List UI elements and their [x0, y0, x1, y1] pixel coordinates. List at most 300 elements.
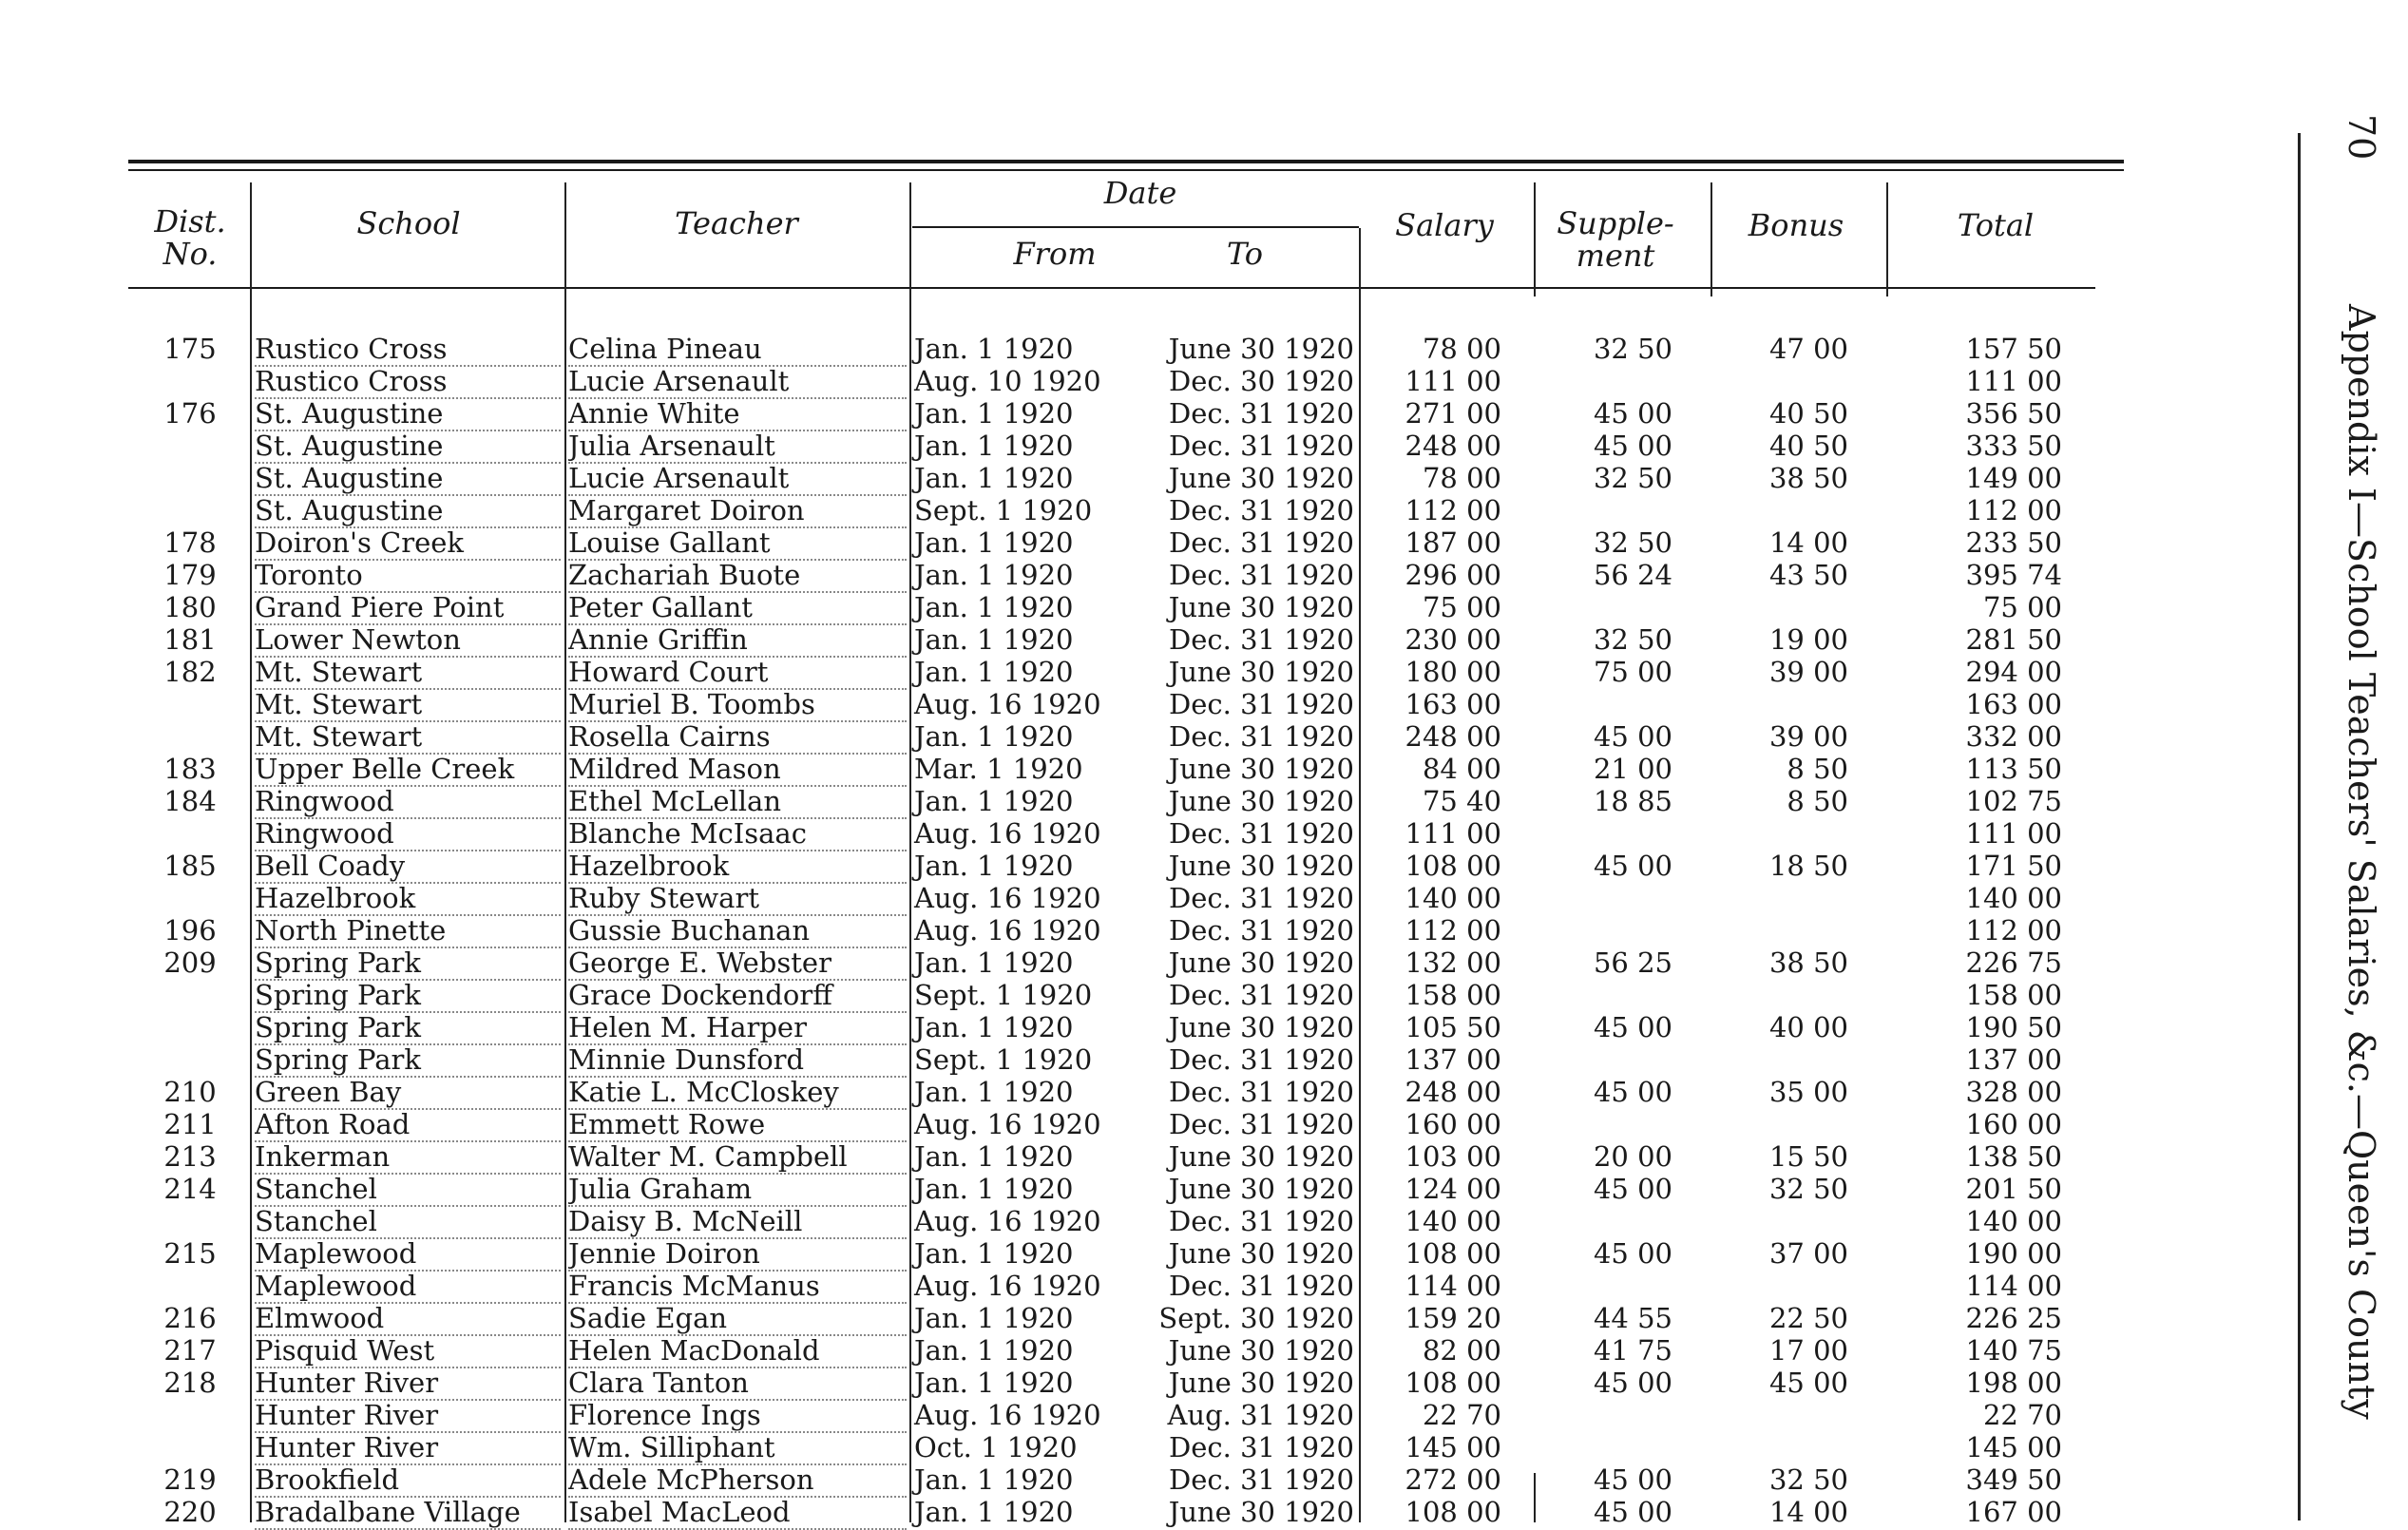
salary-cell: 140 00 [1405, 1205, 1501, 1237]
teacher-cell: Ethel McLellan [568, 785, 907, 819]
teacher-cell: Zachariah Buote [568, 559, 907, 593]
table-row [0, 623, 2408, 656]
dist-no-cell: 175 [163, 333, 217, 365]
total-cell: 140 00 [1965, 1205, 2062, 1237]
teacher-cell: Gussie Buchanan [568, 914, 907, 948]
date-to-cell: Dec. 31 1920 [1168, 688, 1354, 720]
bonus-cell: 39 00 [1768, 720, 1848, 753]
dist-no-cell: 210 [163, 1076, 217, 1108]
date-from-cell: Jan. 1 1920 [914, 333, 1074, 365]
school-cell: Hazelbrook [255, 882, 561, 916]
running-head [2333, 114, 2390, 1501]
total-cell: 294 00 [1965, 656, 2062, 688]
date-from-cell: Jan. 1 1920 [914, 1237, 1074, 1270]
supplement-cell: 45 00 [1593, 1496, 1672, 1528]
teacher-cell: Louise Gallant [568, 526, 907, 561]
bonus-cell: 37 00 [1768, 1237, 1848, 1270]
supplement-cell: 45 00 [1593, 1367, 1672, 1399]
header-total: Total [1957, 207, 2035, 243]
total-cell: 102 75 [1965, 785, 2062, 817]
supplement-cell: 45 00 [1593, 850, 1672, 882]
salary-cell: 78 00 [1422, 462, 1501, 494]
dist-no-cell: 216 [163, 1302, 217, 1334]
date-from-cell: Aug. 16 1920 [914, 1270, 1101, 1302]
total-cell: 198 00 [1965, 1367, 2062, 1399]
date-to-cell: June 30 1920 [1168, 656, 1354, 688]
salary-cell: 248 00 [1405, 720, 1501, 753]
teacher-cell: Hazelbrook [568, 850, 907, 884]
salary-cell: 111 00 [1405, 365, 1501, 397]
table-row [0, 526, 2408, 559]
total-cell: 201 50 [1965, 1173, 2062, 1205]
table-row [0, 430, 2408, 462]
salary-table-body [0, 333, 2408, 1528]
date-from-cell: Oct. 1 1920 [914, 1431, 1078, 1463]
table-row [0, 1011, 2408, 1043]
teacher-cell: Howard Court [568, 656, 907, 690]
date-from-cell: Jan. 1 1920 [914, 526, 1074, 559]
date-to-cell: Dec. 31 1920 [1168, 559, 1354, 591]
date-from-cell: Jan. 1 1920 [914, 430, 1074, 462]
school-cell: St. Augustine [255, 462, 561, 496]
salary-cell: 105 50 [1405, 1011, 1501, 1043]
supplement-cell: 45 00 [1593, 1237, 1672, 1270]
date-from-cell: Jan. 1 1920 [914, 559, 1074, 591]
salary-cell: 296 00 [1405, 559, 1501, 591]
date-to-cell: Dec. 31 1920 [1168, 882, 1354, 914]
date-from-cell: Aug. 16 1920 [914, 817, 1101, 850]
supplement-cell: 56 25 [1593, 947, 1672, 979]
page-number: 70 [2341, 114, 2382, 161]
school-cell: Stanchel [255, 1173, 561, 1207]
bonus-cell: 38 50 [1768, 947, 1848, 979]
dist-no-cell: 214 [163, 1173, 217, 1205]
dist-no-cell: 182 [163, 656, 217, 688]
date-from-cell: Sept. 1 1920 [914, 494, 1093, 526]
dist-no-cell: 209 [163, 947, 217, 979]
date-to-cell: June 30 1920 [1168, 1237, 1354, 1270]
dist-no-cell: 184 [163, 785, 217, 817]
total-cell: 140 75 [1965, 1334, 2062, 1367]
table-row [0, 591, 2408, 623]
supplement-cell: 45 00 [1593, 1076, 1672, 1108]
teacher-cell: Grace Dockendorff [568, 979, 907, 1013]
side-rule [2298, 133, 2301, 1520]
bonus-cell: 32 50 [1768, 1173, 1848, 1205]
school-cell: Mt. Stewart [255, 720, 561, 755]
teacher-cell: Lucie Arsenault [568, 462, 907, 496]
school-cell: Toronto [255, 559, 561, 593]
teacher-cell: Annie White [568, 397, 907, 431]
date-from-cell: Jan. 1 1920 [914, 591, 1074, 623]
teacher-cell: Daisy B. McNeill [568, 1205, 907, 1239]
top-rule-thin [128, 169, 2124, 171]
table-row [0, 1399, 2408, 1431]
school-cell: Ringwood [255, 785, 561, 819]
teacher-cell: Lucie Arsenault [568, 365, 907, 399]
date-from-cell: Aug. 16 1920 [914, 688, 1101, 720]
total-cell: 190 00 [1965, 1237, 2062, 1270]
salary-cell: 124 00 [1405, 1173, 1501, 1205]
date-sub-rule [912, 226, 1359, 228]
supplement-cell: 32 50 [1593, 462, 1672, 494]
dist-no-cell: 196 [163, 914, 217, 947]
date-from-cell: Jan. 1 1920 [914, 1302, 1074, 1334]
teacher-cell: Emmett Rowe [568, 1108, 907, 1142]
supplement-cell: 45 00 [1593, 397, 1672, 430]
table-row [0, 979, 2408, 1011]
school-cell: St. Augustine [255, 397, 561, 431]
dist-no-cell: 179 [163, 559, 217, 591]
date-to-cell: June 30 1920 [1168, 1334, 1354, 1367]
table-row [0, 850, 2408, 882]
teacher-cell: Blanche McIsaac [568, 817, 907, 851]
dist-no-cell: 181 [163, 623, 217, 656]
dist-no-cell: 180 [163, 591, 217, 623]
bonus-cell: 17 00 [1768, 1334, 1848, 1367]
table-row [0, 882, 2408, 914]
school-cell: St. Augustine [255, 494, 561, 528]
bonus-cell: 8 50 [1787, 753, 1848, 785]
bonus-cell: 45 00 [1768, 1367, 1848, 1399]
date-to-cell: June 30 1920 [1168, 785, 1354, 817]
supplement-cell: 45 00 [1593, 720, 1672, 753]
school-cell: Inkerman [255, 1140, 561, 1175]
bonus-cell: 35 00 [1768, 1076, 1848, 1108]
salary-cell: 78 00 [1422, 333, 1501, 365]
date-to-cell: June 30 1920 [1168, 947, 1354, 979]
supplement-cell: 32 50 [1593, 333, 1672, 365]
teacher-cell: George E. Webster [568, 947, 907, 981]
date-from-cell: Jan. 1 1920 [914, 720, 1074, 753]
total-cell: 226 75 [1965, 947, 2062, 979]
header-from: From [1013, 236, 1097, 272]
date-to-cell: Dec. 31 1920 [1168, 430, 1354, 462]
total-cell: 356 50 [1965, 397, 2062, 430]
total-cell: 190 50 [1965, 1011, 2062, 1043]
total-cell: 281 50 [1965, 623, 2062, 656]
total-cell: 140 00 [1965, 882, 2062, 914]
date-from-cell: Jan. 1 1920 [914, 623, 1074, 656]
date-from-cell: Jan. 1 1920 [914, 1011, 1074, 1043]
total-cell: 113 50 [1965, 753, 2062, 785]
school-cell: Brookfield [255, 1463, 561, 1498]
school-cell: Pisquid West [255, 1334, 561, 1368]
table-row [0, 365, 2408, 397]
bonus-cell: 14 00 [1768, 526, 1848, 559]
bonus-cell: 8 50 [1787, 785, 1848, 817]
teacher-cell: Helen MacDonald [568, 1334, 907, 1368]
date-from-cell: Aug. 16 1920 [914, 1108, 1101, 1140]
total-cell: 226 25 [1965, 1302, 2062, 1334]
teacher-cell: Francis McManus [568, 1270, 907, 1304]
date-from-cell: Jan. 1 1920 [914, 785, 1074, 817]
dist-no-cell: 185 [163, 850, 217, 882]
table-row [0, 914, 2408, 947]
total-cell: 157 50 [1965, 333, 2062, 365]
teacher-cell: Clara Tanton [568, 1367, 907, 1401]
date-to-cell: Dec. 31 1920 [1168, 526, 1354, 559]
supplement-cell: 45 00 [1593, 1173, 1672, 1205]
date-from-cell: Jan. 1 1920 [914, 1173, 1074, 1205]
salary-cell: 140 00 [1405, 882, 1501, 914]
teacher-cell: Walter M. Campbell [568, 1140, 907, 1175]
salary-cell: 112 00 [1405, 914, 1501, 947]
supplement-cell: 20 00 [1593, 1140, 1672, 1173]
school-cell: Bell Coady [255, 850, 561, 884]
date-to-cell: Dec. 31 1920 [1168, 720, 1354, 753]
school-cell: North Pinette [255, 914, 561, 948]
total-cell: 233 50 [1965, 526, 2062, 559]
teacher-cell: Sadie Egan [568, 1302, 907, 1336]
table-row [0, 1043, 2408, 1076]
salary-cell: 22 70 [1422, 1399, 1501, 1431]
teacher-cell: Minnie Dunsford [568, 1043, 907, 1078]
total-cell: 137 00 [1965, 1043, 2062, 1076]
header-bottom-rule [128, 287, 2095, 289]
school-cell: Stanchel [255, 1205, 561, 1239]
date-to-cell: Dec. 31 1920 [1168, 1076, 1354, 1108]
teacher-cell: Adele McPherson [568, 1463, 907, 1498]
supplement-cell: 18 85 [1593, 785, 1672, 817]
date-to-cell: Dec. 31 1920 [1168, 1108, 1354, 1140]
date-to-cell: Dec. 31 1920 [1168, 979, 1354, 1011]
school-cell: Bradalbane Village [255, 1496, 561, 1530]
salary-cell: 108 00 [1405, 850, 1501, 882]
salary-cell: 163 00 [1405, 688, 1501, 720]
teacher-cell: Celina Pineau [568, 333, 907, 367]
table-row [0, 1108, 2408, 1140]
supplement-cell: 32 50 [1593, 623, 1672, 656]
salary-cell: 108 00 [1405, 1237, 1501, 1270]
date-to-cell: Dec. 31 1920 [1168, 1043, 1354, 1076]
school-cell: Afton Road [255, 1108, 561, 1142]
table-row [0, 494, 2408, 526]
total-cell: 114 00 [1965, 1270, 2062, 1302]
date-to-cell: Dec. 31 1920 [1168, 397, 1354, 430]
total-cell: 160 00 [1965, 1108, 2062, 1140]
dist-no-cell: 211 [163, 1108, 217, 1140]
table-row [0, 462, 2408, 494]
total-cell: 111 00 [1965, 817, 2062, 850]
school-cell: Doiron's Creek [255, 526, 561, 561]
date-to-cell: Sept. 30 1920 [1158, 1302, 1354, 1334]
date-from-cell: Aug. 16 1920 [914, 914, 1101, 947]
header-bonus: Bonus [1748, 207, 1844, 243]
date-from-cell: Jan. 1 1920 [914, 1140, 1074, 1173]
date-to-cell: Dec. 31 1920 [1168, 914, 1354, 947]
total-cell: 22 70 [1982, 1399, 2062, 1431]
school-cell: Mt. Stewart [255, 688, 561, 722]
date-from-cell: Jan. 1 1920 [914, 397, 1074, 430]
header-date: Date [1103, 175, 1177, 211]
teacher-cell: Florence Ings [568, 1399, 907, 1433]
date-from-cell: Jan. 1 1920 [914, 1496, 1074, 1528]
teacher-cell: Katie L. McCloskey [568, 1076, 907, 1110]
school-cell: Ringwood [255, 817, 561, 851]
school-cell: Upper Belle Creek [255, 753, 561, 787]
salary-cell: 180 00 [1405, 656, 1501, 688]
total-cell: 75 00 [1982, 591, 2062, 623]
date-from-cell: Mar. 1 1920 [914, 753, 1083, 785]
salary-cell: 187 00 [1405, 526, 1501, 559]
table-row [0, 688, 2408, 720]
col-rule-6 [1710, 182, 1712, 296]
supplement-cell: 41 75 [1593, 1334, 1672, 1367]
teacher-cell: Annie Griffin [568, 623, 907, 658]
total-cell: 112 00 [1965, 494, 2062, 526]
dist-no-cell: 178 [163, 526, 217, 559]
date-to-cell: June 30 1920 [1168, 591, 1354, 623]
dist-no-cell: 213 [163, 1140, 217, 1173]
bonus-cell: 15 50 [1768, 1140, 1848, 1173]
school-cell: Elmwood [255, 1302, 561, 1336]
supplement-cell: 45 00 [1593, 1463, 1672, 1496]
table-row [0, 753, 2408, 785]
dist-no-cell: 215 [163, 1237, 217, 1270]
teacher-cell: Isabel MacLeod [568, 1496, 907, 1530]
teacher-cell: Helen M. Harper [568, 1011, 907, 1045]
header-supplement: Supple- ment [1557, 205, 1674, 274]
bonus-cell: 43 50 [1768, 559, 1848, 591]
total-cell: 167 00 [1965, 1496, 2062, 1528]
salary-cell: 84 00 [1422, 753, 1501, 785]
teacher-cell: Jennie Doiron [568, 1237, 907, 1272]
salary-cell: 159 20 [1405, 1302, 1501, 1334]
salary-cell: 158 00 [1405, 979, 1501, 1011]
date-to-cell: Dec. 31 1920 [1168, 1431, 1354, 1463]
table-row [0, 1140, 2408, 1173]
date-to-cell: June 30 1920 [1168, 753, 1354, 785]
date-to-cell: June 30 1920 [1168, 1496, 1354, 1528]
school-cell: Spring Park [255, 979, 561, 1013]
supplement-cell: 45 00 [1593, 1011, 1672, 1043]
teacher-cell: Peter Gallant [568, 591, 907, 625]
school-cell: Maplewood [255, 1237, 561, 1272]
teacher-cell: Wm. Silliphant [568, 1431, 907, 1465]
school-cell: Spring Park [255, 1011, 561, 1045]
supplement-cell: 32 50 [1593, 526, 1672, 559]
salary-cell: 137 00 [1405, 1043, 1501, 1076]
table-row [0, 720, 2408, 753]
salary-cell: 230 00 [1405, 623, 1501, 656]
school-cell: Mt. Stewart [255, 656, 561, 690]
date-to-cell: Dec. 30 1920 [1168, 365, 1354, 397]
teacher-cell: Julia Arsenault [568, 430, 907, 464]
school-cell: Hunter River [255, 1431, 561, 1465]
supplement-cell: 75 00 [1593, 656, 1672, 688]
school-cell: Hunter River [255, 1399, 561, 1433]
bonus-cell: 47 00 [1768, 333, 1848, 365]
salary-cell: 145 00 [1405, 1431, 1501, 1463]
dist-no-cell: 217 [163, 1334, 217, 1367]
salary-cell: 271 00 [1405, 397, 1501, 430]
total-cell: 333 50 [1965, 430, 2062, 462]
table-row [0, 559, 2408, 591]
bonus-cell: 14 00 [1768, 1496, 1848, 1528]
school-cell: Maplewood [255, 1270, 561, 1304]
bonus-cell: 22 50 [1768, 1302, 1848, 1334]
date-to-cell: Dec. 31 1920 [1168, 1270, 1354, 1302]
date-from-cell: Sept. 1 1920 [914, 979, 1093, 1011]
col-rule-7 [1886, 182, 1888, 296]
table-row [0, 1302, 2408, 1334]
table-row [0, 1496, 2408, 1528]
supplement-cell: 56 24 [1593, 559, 1672, 591]
dist-no-cell: 176 [163, 397, 217, 430]
salary-cell: 111 00 [1405, 817, 1501, 850]
total-cell: 149 00 [1965, 462, 2062, 494]
teacher-cell: Muriel B. Toombs [568, 688, 907, 722]
total-cell: 145 00 [1965, 1431, 2062, 1463]
salary-cell: 108 00 [1405, 1367, 1501, 1399]
bonus-cell: 38 50 [1768, 462, 1848, 494]
salary-cell: 132 00 [1405, 947, 1501, 979]
header-to: To [1226, 236, 1264, 272]
table-row [0, 333, 2408, 365]
total-cell: 138 50 [1965, 1140, 2062, 1173]
date-to-cell: June 30 1920 [1168, 850, 1354, 882]
col-rule-5 [1534, 182, 1536, 296]
school-cell: Rustico Cross [255, 333, 561, 367]
date-from-cell: Aug. 10 1920 [914, 365, 1101, 397]
salary-cell: 108 00 [1405, 1496, 1501, 1528]
dist-no-cell: 219 [163, 1463, 217, 1496]
table-row [0, 1173, 2408, 1205]
date-from-cell: Jan. 1 1920 [914, 1367, 1074, 1399]
date-from-cell: Sept. 1 1920 [914, 1043, 1093, 1076]
total-cell: 349 50 [1965, 1463, 2062, 1496]
teacher-cell: Ruby Stewart [568, 882, 907, 916]
table-row [0, 1463, 2408, 1496]
dist-no-cell: 218 [163, 1367, 217, 1399]
salary-cell: 112 00 [1405, 494, 1501, 526]
salary-cell: 75 00 [1422, 591, 1501, 623]
supplement-cell: 44 55 [1593, 1302, 1672, 1334]
date-to-cell: Aug. 31 1920 [1167, 1399, 1354, 1431]
date-to-cell: June 30 1920 [1168, 1140, 1354, 1173]
dist-no-cell: 183 [163, 753, 217, 785]
date-from-cell: Jan. 1 1920 [914, 1076, 1074, 1108]
school-cell: Lower Newton [255, 623, 561, 658]
salary-cell: 272 00 [1405, 1463, 1501, 1496]
salary-cell: 248 00 [1405, 430, 1501, 462]
table-row [0, 785, 2408, 817]
date-to-cell: June 30 1920 [1168, 1173, 1354, 1205]
total-cell: 111 00 [1965, 365, 2062, 397]
total-cell: 395 74 [1965, 559, 2062, 591]
teacher-cell: Julia Graham [568, 1173, 907, 1207]
date-from-cell: Aug. 16 1920 [914, 882, 1101, 914]
date-to-cell: Dec. 31 1920 [1168, 817, 1354, 850]
date-to-cell: Dec. 31 1920 [1168, 623, 1354, 656]
school-cell: St. Augustine [255, 430, 561, 464]
date-from-cell: Jan. 1 1920 [914, 656, 1074, 688]
table-row [0, 1270, 2408, 1302]
date-to-cell: Dec. 31 1920 [1168, 494, 1354, 526]
bonus-cell: 39 00 [1768, 656, 1848, 688]
bonus-cell: 19 00 [1768, 623, 1848, 656]
date-from-cell: Aug. 16 1920 [914, 1399, 1101, 1431]
table-row [0, 1334, 2408, 1367]
running-title: Appendix I—School Teachers' Salaries, &c.—Queen's County [2341, 304, 2382, 1420]
bonus-cell: 40 50 [1768, 397, 1848, 430]
bonus-cell: 40 00 [1768, 1011, 1848, 1043]
teacher-cell: Rosella Cairns [568, 720, 907, 755]
date-from-cell: Jan. 1 1920 [914, 462, 1074, 494]
school-cell: Grand Piere Point [255, 591, 561, 625]
dist-no-cell: 220 [163, 1496, 217, 1528]
